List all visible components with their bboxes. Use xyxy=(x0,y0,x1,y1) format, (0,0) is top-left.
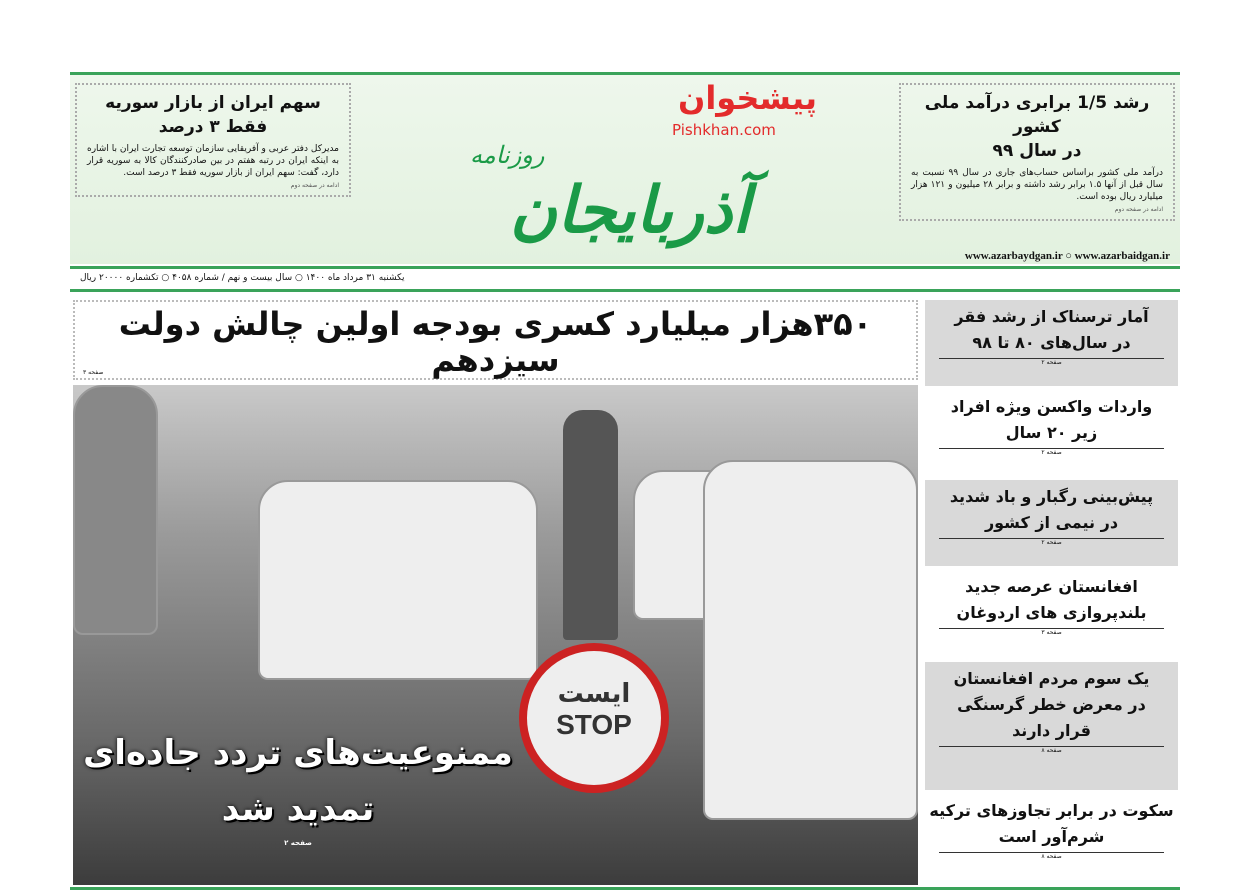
page-ref: صفحه ۳ xyxy=(939,628,1164,637)
continued-note: ادامه در صفحه دوم xyxy=(1114,206,1163,213)
story-title: شرم‌آور است xyxy=(998,827,1105,846)
page-ref: صفحه ۲ xyxy=(939,358,1164,367)
caption-line: تمدید شد xyxy=(221,789,375,829)
sign-text-en: STOP xyxy=(556,709,632,740)
logo-prefix: روزنامه xyxy=(470,141,545,169)
sidebar-story[interactable] xyxy=(925,794,1178,886)
story-title: واردات واکسن ویژه افراد xyxy=(950,397,1153,416)
headline-text: ۳۵۰هزار میلیارد کسری بودجه اولین چالش دولت سیزدهم xyxy=(118,305,873,379)
story-title: در معرض خطر گرسنگی xyxy=(957,695,1146,714)
logo-name: آذربایجان xyxy=(509,173,751,248)
teaser-title: در سال ۹۹ xyxy=(992,141,1082,161)
sign-text-fa: ایست xyxy=(557,679,631,709)
teaser-body: مدیرکل دفتر عربی و آفریقایی سازمان توسعه تجارت ایران با اشاره به اینکه ایران در رتبه هفتم در بین صادرکنندگان کالا به سوریه قرار دارد، گفت: سهم ایران از بازار سوریه فقط ۳ درصد است. xyxy=(87,144,339,178)
car xyxy=(258,480,538,680)
bottom-rule xyxy=(70,887,1180,890)
page-ref: صفحه ۳ xyxy=(83,369,104,376)
teaser-title: فقط ۳ درصد xyxy=(158,117,268,137)
masthead xyxy=(70,72,1180,264)
sidebar-story[interactable] xyxy=(925,662,1178,790)
page-ref: صفحه ۸ xyxy=(939,852,1164,861)
story-title: قرار دارند xyxy=(1012,721,1091,740)
teaser-box-left[interactable] xyxy=(75,83,351,197)
page-ref: صفحه ۲ xyxy=(939,448,1164,457)
story-title: زیر ۲۰ سال xyxy=(1005,423,1098,442)
story-title: آمار ترسناک از رشد فقر xyxy=(954,307,1149,326)
teaser-box-right[interactable] xyxy=(899,83,1175,221)
story-title: یک سوم مردم افغانستان xyxy=(953,669,1150,688)
website-urls: www.azarbaydgan.ir ○ www.azarbaidgan.ir xyxy=(964,250,1170,262)
dateline xyxy=(70,266,1180,292)
photo-caption[interactable] xyxy=(73,725,523,849)
page-ref: صفحه ۲ xyxy=(939,538,1164,547)
police-officer xyxy=(563,410,618,640)
story-title: در نیمی از کشور xyxy=(984,513,1119,532)
story-title: بلندپروازی های اردوغان xyxy=(956,603,1147,622)
story-title: سکوت در برابر تجاوزهای ترکیه xyxy=(929,801,1174,820)
lead-photo xyxy=(73,385,918,885)
story-title: پیش‌بینی رگبار و باد شدید xyxy=(949,487,1154,506)
watermark-url: Pishkhan.com xyxy=(672,121,776,139)
watermark: پیشخوان xyxy=(678,79,818,117)
sidebar-story[interactable] xyxy=(925,480,1178,566)
story-title: در سال‌های ۸۰ تا ۹۸ xyxy=(972,333,1131,352)
caption-line: ممنوعیت‌های تردد جاده‌ای xyxy=(83,733,513,773)
continued-note: ادامه در صفحه دوم xyxy=(290,182,339,189)
newspaper-logo xyxy=(410,79,850,249)
sidebar-story[interactable] xyxy=(925,390,1178,476)
date-issue: یکشنبه ۳۱ مرداد ماه ۱۴۰۰ ○ سال بیست و نهم / شماره ۴۰۵۸ ○ تکشماره ۲۰۰۰۰ ریال xyxy=(80,273,405,283)
car xyxy=(703,460,918,820)
teaser-title: رشد 1/5 برابری درآمد ملی کشور xyxy=(924,93,1150,137)
page-ref: صفحه ۲ xyxy=(284,839,312,847)
truck xyxy=(73,385,158,635)
teaser-body: درآمد ملی کشور براساس حساب‌های جاری در سال ۹۹ نسبت به سال قبل از آنها ۱.۵ برابر رشد داشته و برابر ۲۸ میلیون و ۱۲۱ هزار میلیارد ریال بوده است. xyxy=(911,168,1164,202)
story-title: افغانستان عرصه جدید xyxy=(965,577,1138,596)
stop-sign xyxy=(519,643,669,793)
sidebar-story[interactable] xyxy=(925,300,1178,386)
teaser-title: سهم ایران از بازار سوریه xyxy=(105,93,321,113)
main-headline[interactable] xyxy=(73,300,918,380)
sidebar-story[interactable] xyxy=(925,570,1178,658)
page-ref: صفحه ۸ xyxy=(939,746,1164,755)
